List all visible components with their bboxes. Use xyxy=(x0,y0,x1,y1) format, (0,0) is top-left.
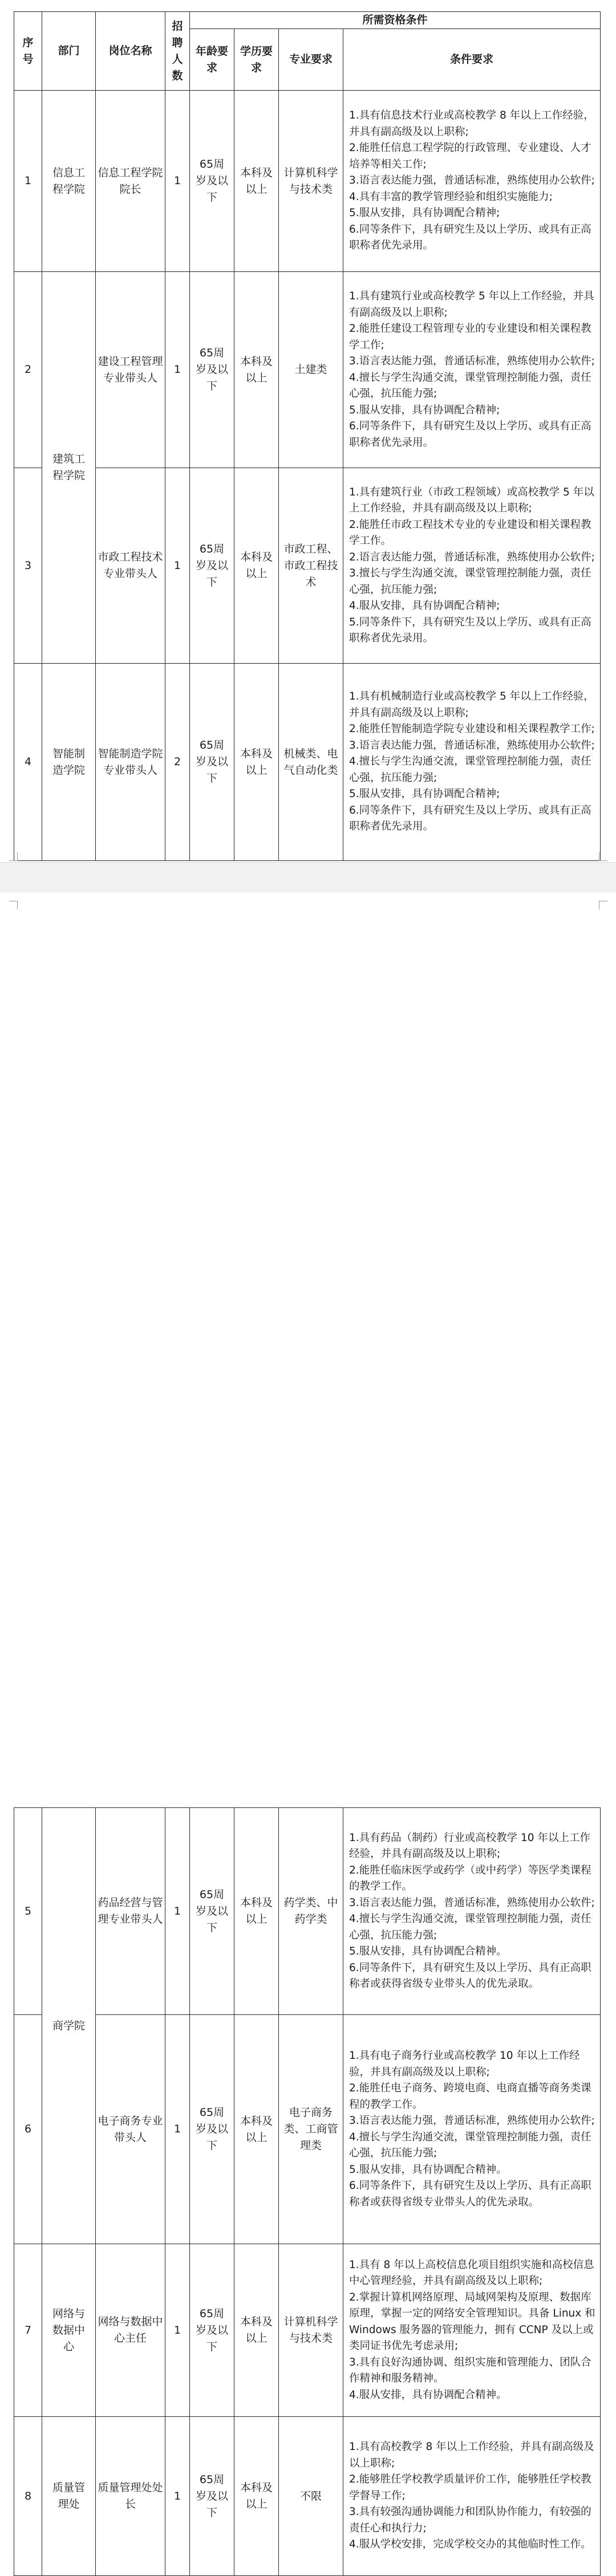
condition-line: 3.擅长与学生沟通交流，课堂管理控制能力强，责任心强，抗压能力强; xyxy=(349,567,591,596)
cell-dept: 智能制造学院 xyxy=(42,664,96,861)
table-row xyxy=(14,1808,601,2015)
cell-dept: 信息工程学院 xyxy=(42,91,96,272)
cell-count: 1 xyxy=(165,2244,190,2417)
cell-seq: 1 xyxy=(14,91,42,272)
cell-major: 计算机科学与技术类 xyxy=(279,91,343,272)
cell-major: 机械类、电气自动化类 xyxy=(279,664,343,861)
page-corner-mark xyxy=(599,852,607,861)
cell-count: 1 xyxy=(165,2015,190,2244)
recruitment-table-page-2 xyxy=(14,1807,601,2576)
cell-dept: 质量管理处 xyxy=(42,2417,96,2576)
condition-line: 4.服从学校安排，完成学校交办的其他临时性工作。 xyxy=(349,2538,591,2551)
header-major: 专业要求 xyxy=(279,29,343,91)
condition-line: 3.具有较强沟通协调能力和团队协作能力，有较强的责任心和执行力; xyxy=(349,2506,591,2534)
cell-age: 65周岁及以下 xyxy=(190,2015,234,2244)
condition-line: 2.能胜任临床医学或药学（或中药学）等医学类课程的教学工作。 xyxy=(349,1864,591,1892)
condition-line: 5.服从安排，具有协调配合精神。 xyxy=(349,1945,507,1957)
cell-edu: 本科及以上 xyxy=(234,272,279,468)
header-conditions: 条件要求 xyxy=(343,29,601,91)
table-row xyxy=(14,2417,601,2576)
table-row xyxy=(14,2244,601,2417)
cell-count: 1 xyxy=(165,1808,190,2015)
condition-line: 3.语言表达能力强，普通话标准，熟练使用办公软件; xyxy=(349,1896,595,1909)
condition-line: 3.语言表达能力强，普通话标准，熟练使用办公软件; xyxy=(349,174,595,187)
cell-conditions xyxy=(343,2015,601,2244)
cell-seq: 2 xyxy=(14,272,42,468)
cell-position: 信息工程学院院长 xyxy=(96,91,165,272)
header-count: 招聘人数 xyxy=(165,12,190,91)
page-corner-mark xyxy=(9,901,18,909)
condition-line: 2.能够胜任学校教学质量评价工作，能够胜任学校教学督导工作; xyxy=(349,2473,591,2502)
cell-edu: 本科及以上 xyxy=(234,91,279,272)
cell-dept: 商学院 xyxy=(42,1808,96,2244)
cell-dept: 网络与数据中心 xyxy=(42,2244,96,2417)
recruitment-table-page-1 xyxy=(14,11,601,861)
cell-count: 1 xyxy=(165,2417,190,2576)
cell-position: 智能制造学院专业带头人 xyxy=(96,664,165,861)
cell-conditions xyxy=(343,272,601,468)
condition-line: 2.能胜任电子商务、跨境电商、电商直播等商务类课程的教学工作。 xyxy=(349,2082,591,2111)
cell-edu: 本科及以上 xyxy=(234,2015,279,2244)
cell-seq: 5 xyxy=(14,1808,42,2015)
cell-seq: 6 xyxy=(14,2015,42,2244)
cell-age: 65周岁及以下 xyxy=(190,272,234,468)
condition-line: 2.能胜任建设工程管理专业的专业建设和相关课程教学工作; xyxy=(349,323,591,351)
header-age: 年龄要求 xyxy=(190,29,234,91)
header-dept: 部门 xyxy=(42,12,96,91)
cell-age: 65周岁及以下 xyxy=(190,2244,234,2417)
cell-edu: 本科及以上 xyxy=(234,1808,279,2015)
condition-line: 5.服从安排，具有协调配合精神。 xyxy=(349,2163,507,2176)
cell-seq: 8 xyxy=(14,2417,42,2576)
cell-edu: 本科及以上 xyxy=(234,664,279,861)
cell-age: 65周岁及以下 xyxy=(190,91,234,272)
cell-position: 药品经营与管理专业带头人 xyxy=(96,1808,165,2015)
cell-age: 65周岁及以下 xyxy=(190,664,234,861)
condition-line: 2.能胜任信息工程学院的行政管理、专业建设、人才培养等相关工作; xyxy=(349,142,591,170)
cell-major: 药学类、中药学类 xyxy=(279,1808,343,2015)
condition-line: 4.具有丰富的教学管理经验和组织实施能力; xyxy=(349,190,553,203)
cell-age: 65周岁及以下 xyxy=(190,1808,234,2015)
condition-line: 5.服从安排，具有协调配合精神; xyxy=(349,404,500,416)
condition-line: 6.同等条件下，具有研究生及以上学历、或具有正高职称者优先录用。 xyxy=(349,420,591,449)
condition-line: 1.具有 8 年以上高校信息化项目组织实施和高校信息中心管理经验，并具有副高级及以上职称; xyxy=(349,2258,594,2287)
cell-conditions xyxy=(343,2417,601,2576)
cell-dept: 建筑工程学院 xyxy=(42,272,96,664)
condition-line: 2.能胜任市政工程技术专业的专业建设和相关课程教学工作。 xyxy=(349,518,591,547)
condition-line: 5.服从安排，具有协调配合精神; xyxy=(349,207,500,220)
cell-count: 2 xyxy=(165,664,190,861)
condition-line: 1.具有电子商务行业或高校教学 10 年以上工作经验，并具有副高级及以上职称; xyxy=(349,2050,580,2078)
condition-line: 2.能胜任智能制造学院专业建设和相关课程教学工作; xyxy=(349,723,595,736)
cell-major: 电子商务类、工商管理类 xyxy=(279,2015,343,2244)
condition-line: 2.语言表达能力强，普通话标准，熟练使用办公软件; xyxy=(349,551,595,563)
cell-seq: 3 xyxy=(14,468,42,664)
condition-line: 3.语言表达能力强，普通话标准，熟练使用办公软件; xyxy=(349,739,595,751)
cell-age: 65周岁及以下 xyxy=(190,468,234,664)
condition-line: 3.具有良好沟通协调、组织实施和管理能力、团队合作精神和服务精神。 xyxy=(349,2356,591,2385)
condition-line: 6.同等条件下，具有研究生及以上学历、或具有正高职称者优先录用。 xyxy=(349,223,591,252)
condition-line: 5.同等条件下，具有研究生及以上学历、或具有正高职称者优先录用。 xyxy=(349,616,591,644)
cell-conditions xyxy=(343,91,601,272)
condition-line: 4.服从安排，具有协调配合精神; xyxy=(349,600,500,612)
table-row xyxy=(14,91,601,272)
cell-count: 1 xyxy=(165,468,190,664)
header-edu: 学历要求 xyxy=(234,29,279,91)
document-page-2 xyxy=(0,892,616,2551)
condition-line: 1.具有建筑行业（市政工程领域）或高校教学 5 年以上工作经验，并具有副高级及以上职称; xyxy=(349,486,594,514)
cell-conditions xyxy=(343,468,601,664)
cell-count: 1 xyxy=(165,272,190,468)
condition-line: 6.同等条件下，具有研究生及以上学历、具有正高职称者或获得省级专业带头人的优先录取。 xyxy=(349,1961,591,1990)
cell-edu: 本科及以上 xyxy=(234,2417,279,2576)
cell-position: 建设工程管理专业带头人 xyxy=(96,272,165,468)
cell-position: 网络与数据中心主任 xyxy=(96,2244,165,2417)
table-row xyxy=(14,272,601,468)
cell-position: 电子商务专业带头人 xyxy=(96,2015,165,2244)
cell-edu: 本科及以上 xyxy=(234,468,279,664)
cell-major: 计算机科学与技术类 xyxy=(279,2244,343,2417)
cell-conditions xyxy=(343,1808,601,2015)
page-gap xyxy=(0,862,616,893)
cell-seq: 7 xyxy=(14,2244,42,2417)
table-row xyxy=(14,664,601,861)
condition-line: 6.同等条件下，具有研究生及以上学历、具有正高职称者或获得省级专业带头人的优先录取。 xyxy=(349,2180,591,2208)
condition-line: 1.具有机械制造行业或高校教学 5 年以上工作经验，并具有副高级及以上职称; xyxy=(349,690,594,719)
cell-age: 65周岁及以下 xyxy=(190,2417,234,2576)
condition-line: 4.擅长与学生沟通交流，课堂管理控制能力强，责任心强，抗压能力强; xyxy=(349,1913,591,1941)
cell-major: 市政工程、市政工程技术 xyxy=(279,468,343,664)
condition-line: 4.服从安排，具有协调配合精神。 xyxy=(349,2388,507,2401)
document-page-1 xyxy=(0,0,616,862)
page-corner-mark xyxy=(599,901,607,909)
cell-seq: 4 xyxy=(14,664,42,861)
header-position: 岗位名称 xyxy=(96,12,165,91)
condition-line: 6.同等条件下，具有研究生及以上学历、或具有正高职称者优先录用。 xyxy=(349,804,591,833)
condition-line: 3.语言表达能力强，普通话标准，熟练使用办公软件; xyxy=(349,2115,595,2127)
condition-line: 1.具有药品（制药）行业或高校教学 10 年以上工作经验，并具有副高级及以上职称; xyxy=(349,1831,590,1860)
condition-line: 4.擅长与学生沟通交流，课堂管理控制能力强，责任心强，抗压能力强; xyxy=(349,755,591,784)
cell-major: 土建类 xyxy=(279,272,343,468)
cell-edu: 本科及以上 xyxy=(234,2244,279,2417)
condition-line: 1.具有建筑行业或高校教学 5 年以上工作经验，并具有副高级及以上职称; xyxy=(349,290,594,319)
condition-line: 4.擅长与学生沟通交流，课堂管理控制能力强，责任心强，抗压能力强; xyxy=(349,371,591,400)
condition-line: 1.具有信息技术行业或高校教学 8 年以上工作经验，并具有副高级及以上职称; xyxy=(349,109,594,138)
table-row xyxy=(14,2015,601,2244)
header-requirements: 所需资格条件 xyxy=(190,12,601,29)
cell-position: 质量管理处处长 xyxy=(96,2417,165,2576)
table-row xyxy=(14,468,601,664)
cell-conditions xyxy=(343,664,601,861)
cell-position: 市政工程技术专业带头人 xyxy=(96,468,165,664)
cell-conditions xyxy=(343,2244,601,2417)
condition-line: 1.具有高校教学 8 年以上工作经验，并具有副高级及以上职称; xyxy=(349,2441,594,2469)
condition-line: 2.掌握计算机网络原理、局域网架构及原理、数据库原理，掌握一定的网络安全管理知识。具备 Linux 和 Windows 服务器的管理能力，拥有 CCNP 及以上或类同证书优先考虑录用; xyxy=(349,2291,595,2352)
header-seq: 序号 xyxy=(14,12,42,91)
cell-count: 1 xyxy=(165,91,190,272)
condition-line: 5.服从安排，具有协调配合精神; xyxy=(349,788,500,801)
condition-line: 3.语言表达能力强，普通话标准，熟练使用办公软件; xyxy=(349,355,595,367)
condition-line: 4.擅长与学生沟通交流，课堂管理控制能力强，责任心强，抗压能力强; xyxy=(349,2131,591,2159)
cell-major: 不限 xyxy=(279,2417,343,2576)
page-corner-mark xyxy=(9,852,18,861)
